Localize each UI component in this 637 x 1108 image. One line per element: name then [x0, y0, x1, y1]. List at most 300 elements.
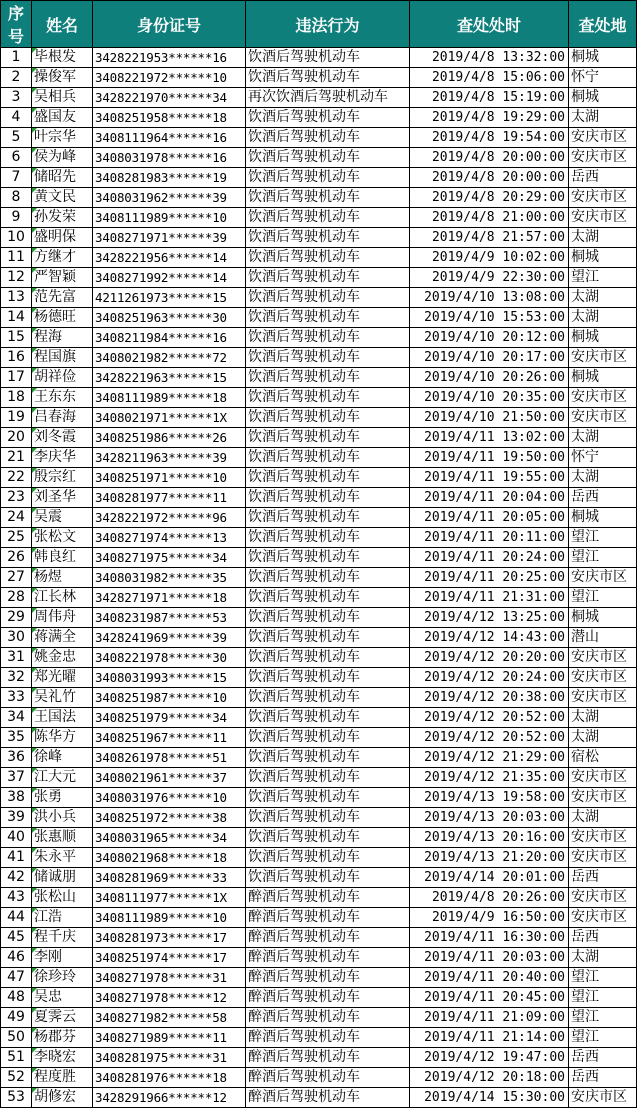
table-row [1, 968, 637, 988]
cell-location: 望江 [569, 988, 637, 1008]
cell-location: 安庆市区 [569, 788, 637, 808]
cell-location: 桐城 [569, 608, 637, 628]
cell-violation: 饮酒后驾驶机动车 [246, 768, 410, 788]
cell-id-number: 3408251986******26 [93, 428, 246, 448]
table-row [1, 408, 637, 428]
cell-id-number: 3408031976******10 [93, 788, 246, 808]
cell-seq: 5 [1, 128, 32, 148]
cell-time: 2019/4/8 15:19:00 [410, 88, 569, 108]
cell-id-number: 3428221956******14 [93, 248, 246, 268]
header-seq: 序号 [1, 1, 32, 48]
cell-location: 太湖 [569, 108, 637, 128]
table-row [1, 548, 637, 568]
table-row [1, 588, 637, 608]
cell-location: 望江 [569, 588, 637, 608]
cell-location: 桐城 [569, 248, 637, 268]
cell-name: 吴忠 [32, 988, 93, 1008]
cell-id-number: 3428221953******16 [93, 48, 246, 68]
table-row [1, 668, 637, 688]
cell-violation: 饮酒后驾驶机动车 [246, 828, 410, 848]
cell-violation: 饮酒后驾驶机动车 [246, 488, 410, 508]
cell-id-number: 3408271978******12 [93, 988, 246, 1008]
cell-location: 望江 [569, 968, 637, 988]
table-row [1, 928, 637, 948]
cell-time: 2019/4/9 22:30:00 [410, 268, 569, 288]
cell-violation: 饮酒后驾驶机动车 [246, 588, 410, 608]
table-row [1, 208, 637, 228]
cell-name: 胡祥俭 [32, 368, 93, 388]
cell-name: 吴礼竹 [32, 688, 93, 708]
cell-name: 吕春海 [32, 408, 93, 428]
table-row [1, 468, 637, 488]
cell-id-number: 4211261973******15 [93, 288, 246, 308]
cell-id-number: 3428291966******12 [93, 1088, 246, 1108]
cell-id-number: 3408111989******10 [93, 908, 246, 928]
cell-id-number: 3408211984******16 [93, 328, 246, 348]
cell-name: 吴震 [32, 508, 93, 528]
cell-seq: 32 [1, 668, 32, 688]
cell-seq: 50 [1, 1028, 32, 1048]
cell-location: 岳西 [569, 1048, 637, 1068]
cell-name: 刘圣华 [32, 488, 93, 508]
cell-location: 桐城 [569, 368, 637, 388]
cell-id-number: 3408251974******17 [93, 948, 246, 968]
cell-time: 2019/4/11 16:30:00 [410, 928, 569, 948]
cell-location: 安庆市区 [569, 1088, 637, 1108]
cell-location: 安庆市区 [569, 568, 637, 588]
cell-location: 太湖 [569, 808, 637, 828]
header-time: 查处处时 [410, 1, 569, 48]
cell-violation: 饮酒后驾驶机动车 [246, 268, 410, 288]
cell-violation: 饮酒后驾驶机动车 [246, 48, 410, 68]
cell-violation: 饮酒后驾驶机动车 [246, 648, 410, 668]
cell-name: 李庆华 [32, 448, 93, 468]
cell-location: 安庆市区 [569, 888, 637, 908]
table-row [1, 768, 637, 788]
cell-time: 2019/4/11 20:40:00 [410, 968, 569, 988]
cell-id-number: 3408271974******13 [93, 528, 246, 548]
table-row [1, 1028, 637, 1048]
cell-location: 望江 [569, 528, 637, 548]
cell-name: 郑光曜 [32, 668, 93, 688]
cell-time: 2019/4/10 20:26:00 [410, 368, 569, 388]
cell-seq: 21 [1, 448, 32, 468]
header-violation: 违法行为 [246, 1, 410, 48]
cell-time: 2019/4/12 13:25:00 [410, 608, 569, 628]
cell-seq: 52 [1, 1068, 32, 1088]
cell-id-number: 3408251972******38 [93, 808, 246, 828]
cell-violation: 饮酒后驾驶机动车 [246, 708, 410, 728]
cell-violation: 饮酒后驾驶机动车 [246, 108, 410, 128]
cell-location: 潜山 [569, 628, 637, 648]
cell-time: 2019/4/11 20:25:00 [410, 568, 569, 588]
cell-id-number: 3408031965******34 [93, 828, 246, 848]
header-id-number: 身份证号 [93, 1, 246, 48]
cell-location: 安庆市区 [569, 408, 637, 428]
cell-seq: 13 [1, 288, 32, 308]
cell-seq: 35 [1, 728, 32, 748]
cell-id-number: 3408281977******11 [93, 488, 246, 508]
cell-seq: 36 [1, 748, 32, 768]
cell-id-number: 3408031993******15 [93, 668, 246, 688]
cell-seq: 31 [1, 648, 32, 668]
cell-name: 程国旗 [32, 348, 93, 368]
cell-name: 黄文民 [32, 188, 93, 208]
cell-violation: 饮酒后驾驶机动车 [246, 308, 410, 328]
cell-name: 徐峰 [32, 748, 93, 768]
cell-seq: 25 [1, 528, 32, 548]
cell-location: 怀宁 [569, 448, 637, 468]
cell-name: 周伟舟 [32, 608, 93, 628]
header-name: 姓名 [32, 1, 93, 48]
cell-id-number: 3408281983******19 [93, 168, 246, 188]
table-row [1, 908, 637, 928]
table-row [1, 1008, 637, 1028]
cell-id-number: 3408281973******17 [93, 928, 246, 948]
cell-name: 杨郡芬 [32, 1028, 93, 1048]
cell-id-number: 3408111977******1X [93, 888, 246, 908]
table-row [1, 528, 637, 548]
cell-id-number: 3408251963******30 [93, 308, 246, 328]
cell-location: 安庆市区 [569, 128, 637, 148]
table-row [1, 308, 637, 328]
cell-id-number: 3408021968******18 [93, 848, 246, 868]
cell-time: 2019/4/11 20:11:00 [410, 528, 569, 548]
cell-id-number: 3408231987******53 [93, 608, 246, 628]
cell-location: 桐城 [569, 88, 637, 108]
cell-location: 安庆市区 [569, 208, 637, 228]
table-row [1, 168, 637, 188]
cell-id-number: 3408021971******1X [93, 408, 246, 428]
table-row [1, 608, 637, 628]
cell-name: 殷宗红 [32, 468, 93, 488]
cell-location: 望江 [569, 1008, 637, 1028]
cell-name: 夏霁云 [32, 1008, 93, 1028]
cell-name: 操俊军 [32, 68, 93, 88]
cell-time: 2019/4/9 16:50:00 [410, 908, 569, 928]
cell-seq: 41 [1, 848, 32, 868]
table-header-row [1, 1, 637, 48]
cell-seq: 44 [1, 908, 32, 928]
cell-seq: 24 [1, 508, 32, 528]
cell-id-number: 3408281976******18 [93, 1068, 246, 1088]
cell-seq: 37 [1, 768, 32, 788]
cell-violation: 饮酒后驾驶机动车 [246, 548, 410, 568]
table-row [1, 888, 637, 908]
cell-name: 程千庆 [32, 928, 93, 948]
cell-violation: 醉酒后驾驶机动车 [246, 1008, 410, 1028]
cell-seq: 39 [1, 808, 32, 828]
table-row [1, 648, 637, 668]
cell-name: 杨德旺 [32, 308, 93, 328]
table-row [1, 1068, 637, 1088]
cell-time: 2019/4/12 20:52:00 [410, 708, 569, 728]
cell-name: 储昭先 [32, 168, 93, 188]
cell-location: 安庆市区 [569, 828, 637, 848]
cell-violation: 醉酒后驾驶机动车 [246, 1068, 410, 1088]
cell-time: 2019/4/12 20:18:00 [410, 1068, 569, 1088]
cell-location: 太湖 [569, 708, 637, 728]
cell-id-number: 3408281975******31 [93, 1048, 246, 1068]
cell-violation: 饮酒后驾驶机动车 [246, 408, 410, 428]
cell-time: 2019/4/11 21:09:00 [410, 1008, 569, 1028]
cell-location: 太湖 [569, 228, 637, 248]
cell-time: 2019/4/8 13:32:00 [410, 48, 569, 68]
cell-seq: 15 [1, 328, 32, 348]
cell-seq: 3 [1, 88, 32, 108]
table-row [1, 828, 637, 848]
table-row [1, 428, 637, 448]
cell-violation: 饮酒后驾驶机动车 [246, 528, 410, 548]
cell-violation: 醉酒后驾驶机动车 [246, 988, 410, 1008]
cell-seq: 46 [1, 948, 32, 968]
cell-location: 桐城 [569, 48, 637, 68]
table-row [1, 988, 637, 1008]
cell-location: 桐城 [569, 328, 637, 348]
cell-violation: 醉酒后驾驶机动车 [246, 1028, 410, 1048]
cell-violation: 饮酒后驾驶机动车 [246, 368, 410, 388]
cell-time: 2019/4/12 20:38:00 [410, 688, 569, 708]
cell-name: 严智颖 [32, 268, 93, 288]
table-row [1, 788, 637, 808]
table-row [1, 328, 637, 348]
cell-seq: 38 [1, 788, 32, 808]
cell-time: 2019/4/12 21:29:00 [410, 748, 569, 768]
cell-violation: 饮酒后驾驶机动车 [246, 628, 410, 648]
cell-location: 太湖 [569, 728, 637, 748]
cell-violation: 饮酒后驾驶机动车 [246, 788, 410, 808]
cell-violation: 饮酒后驾驶机动车 [246, 848, 410, 868]
table-row [1, 728, 637, 748]
cell-seq: 42 [1, 868, 32, 888]
cell-seq: 12 [1, 268, 32, 288]
cell-id-number: 3408021982******72 [93, 348, 246, 368]
cell-seq: 26 [1, 548, 32, 568]
cell-violation: 饮酒后驾驶机动车 [246, 288, 410, 308]
cell-violation: 饮酒后驾驶机动车 [246, 328, 410, 348]
cell-id-number: 3408281969******33 [93, 868, 246, 888]
table-row [1, 268, 637, 288]
table-row [1, 48, 637, 68]
cell-id-number: 3408271982******58 [93, 1008, 246, 1028]
cell-time: 2019/4/11 20:04:00 [410, 488, 569, 508]
cell-time: 2019/4/12 20:24:00 [410, 668, 569, 688]
table-row [1, 108, 637, 128]
cell-name: 张松山 [32, 888, 93, 908]
cell-id-number: 3408261978******51 [93, 748, 246, 768]
cell-id-number: 3408031982******35 [93, 568, 246, 588]
cell-location: 岳西 [569, 868, 637, 888]
cell-violation: 醉酒后驾驶机动车 [246, 1048, 410, 1068]
cell-time: 2019/4/8 21:57:00 [410, 228, 569, 248]
cell-id-number: 3408031978******16 [93, 148, 246, 168]
cell-seq: 53 [1, 1088, 32, 1108]
cell-location: 安庆市区 [569, 388, 637, 408]
cell-seq: 48 [1, 988, 32, 1008]
cell-violation: 饮酒后驾驶机动车 [246, 868, 410, 888]
cell-violation: 饮酒后驾驶机动车 [246, 428, 410, 448]
table-row [1, 368, 637, 388]
cell-seq: 22 [1, 468, 32, 488]
table-row [1, 248, 637, 268]
cell-seq: 17 [1, 368, 32, 388]
cell-name: 叶宗华 [32, 128, 93, 148]
cell-violation: 醉酒后驾驶机动车 [246, 1088, 410, 1108]
cell-location: 桐城 [569, 508, 637, 528]
cell-name: 姚金忠 [32, 648, 93, 668]
cell-time: 2019/4/8 20:26:00 [410, 888, 569, 908]
cell-name: 江浩 [32, 908, 93, 928]
cell-seq: 51 [1, 1048, 32, 1068]
cell-seq: 9 [1, 208, 32, 228]
cell-violation: 醉酒后驾驶机动车 [246, 948, 410, 968]
cell-id-number: 3408111989******18 [93, 388, 246, 408]
table-row [1, 388, 637, 408]
table-row [1, 1048, 637, 1068]
cell-violation: 饮酒后驾驶机动车 [246, 748, 410, 768]
cell-violation: 饮酒后驾驶机动车 [246, 208, 410, 228]
cell-violation: 饮酒后驾驶机动车 [246, 188, 410, 208]
cell-location: 安庆市区 [569, 688, 637, 708]
cell-time: 2019/4/13 20:16:00 [410, 828, 569, 848]
cell-location: 怀宁 [569, 68, 637, 88]
table-row [1, 708, 637, 728]
cell-id-number: 3408221972******10 [93, 68, 246, 88]
cell-location: 望江 [569, 268, 637, 288]
cell-seq: 10 [1, 228, 32, 248]
cell-location: 安庆市区 [569, 348, 637, 368]
table-row [1, 488, 637, 508]
cell-name: 盛国友 [32, 108, 93, 128]
cell-id-number: 3428221972******96 [93, 508, 246, 528]
cell-seq: 6 [1, 148, 32, 168]
cell-name: 毕根发 [32, 48, 93, 68]
cell-id-number: 3408221978******30 [93, 648, 246, 668]
cell-seq: 49 [1, 1008, 32, 1028]
cell-time: 2019/4/8 15:06:00 [410, 68, 569, 88]
cell-violation: 醉酒后驾驶机动车 [246, 908, 410, 928]
cell-violation: 饮酒后驾驶机动车 [246, 128, 410, 148]
cell-seq: 30 [1, 628, 32, 648]
cell-seq: 19 [1, 408, 32, 428]
table-row [1, 228, 637, 248]
cell-location: 安庆市区 [569, 908, 637, 928]
cell-time: 2019/4/12 20:52:00 [410, 728, 569, 748]
cell-name: 侯为峰 [32, 148, 93, 168]
table-row [1, 848, 637, 868]
cell-id-number: 3428211963******39 [93, 448, 246, 468]
cell-violation: 饮酒后驾驶机动车 [246, 668, 410, 688]
table-row [1, 748, 637, 768]
cell-id-number: 3428241969******39 [93, 628, 246, 648]
cell-id-number: 3428271971******18 [93, 588, 246, 608]
cell-violation: 饮酒后驾驶机动车 [246, 688, 410, 708]
cell-location: 太湖 [569, 468, 637, 488]
cell-name: 刘冬霞 [32, 428, 93, 448]
cell-time: 2019/4/11 13:02:00 [410, 428, 569, 448]
cell-violation: 再次饮酒后驾驶机动车 [246, 88, 410, 108]
header-location: 查处地 [569, 1, 637, 48]
cell-location: 安庆市区 [569, 648, 637, 668]
cell-violation: 饮酒后驾驶机动车 [246, 68, 410, 88]
cell-name: 江长林 [32, 588, 93, 608]
cell-time: 2019/4/14 20:01:00 [410, 868, 569, 888]
table-row [1, 288, 637, 308]
cell-time: 2019/4/12 21:35:00 [410, 768, 569, 788]
cell-id-number: 3408021961******37 [93, 768, 246, 788]
cell-time: 2019/4/13 19:58:00 [410, 788, 569, 808]
cell-time: 2019/4/10 21:50:00 [410, 408, 569, 428]
cell-time: 2019/4/14 15:30:00 [410, 1088, 569, 1108]
cell-violation: 饮酒后驾驶机动车 [246, 728, 410, 748]
table-row [1, 68, 637, 88]
cell-time: 2019/4/11 20:05:00 [410, 508, 569, 528]
cell-name: 储诚朋 [32, 868, 93, 888]
cell-violation: 醉酒后驾驶机动车 [246, 888, 410, 908]
cell-location: 安庆市区 [569, 768, 637, 788]
cell-name: 王东东 [32, 388, 93, 408]
cell-name: 方继才 [32, 248, 93, 268]
cell-location: 岳西 [569, 168, 637, 188]
table-row [1, 128, 637, 148]
cell-id-number: 3408271992******14 [93, 268, 246, 288]
cell-time: 2019/4/12 20:20:00 [410, 648, 569, 668]
table-row [1, 348, 637, 368]
cell-seq: 11 [1, 248, 32, 268]
cell-seq: 28 [1, 588, 32, 608]
cell-time: 2019/4/10 20:35:00 [410, 388, 569, 408]
cell-location: 岳西 [569, 488, 637, 508]
cell-id-number: 3408111964******16 [93, 128, 246, 148]
cell-time: 2019/4/8 21:00:00 [410, 208, 569, 228]
cell-seq: 45 [1, 928, 32, 948]
cell-seq: 34 [1, 708, 32, 728]
table-row [1, 688, 637, 708]
cell-time: 2019/4/8 19:54:00 [410, 128, 569, 148]
cell-id-number: 3408251971******10 [93, 468, 246, 488]
cell-location: 岳西 [569, 1068, 637, 1088]
table-row [1, 188, 637, 208]
cell-id-number: 3408111989******10 [93, 208, 246, 228]
table-row [1, 628, 637, 648]
cell-time: 2019/4/9 10:02:00 [410, 248, 569, 268]
cell-name: 洪小兵 [32, 808, 93, 828]
cell-location: 安庆市区 [569, 188, 637, 208]
cell-name: 王国法 [32, 708, 93, 728]
cell-seq: 29 [1, 608, 32, 628]
cell-violation: 饮酒后驾驶机动车 [246, 568, 410, 588]
cell-time: 2019/4/10 20:17:00 [410, 348, 569, 368]
cell-seq: 33 [1, 688, 32, 708]
cell-id-number: 3408271978******31 [93, 968, 246, 988]
cell-time: 2019/4/11 21:31:00 [410, 588, 569, 608]
cell-violation: 饮酒后驾驶机动车 [246, 448, 410, 468]
cell-seq: 23 [1, 488, 32, 508]
cell-violation: 饮酒后驾驶机动车 [246, 468, 410, 488]
cell-location: 安庆市区 [569, 848, 637, 868]
cell-violation: 饮酒后驾驶机动车 [246, 148, 410, 168]
cell-time: 2019/4/11 20:45:00 [410, 988, 569, 1008]
cell-violation: 饮酒后驾驶机动车 [246, 248, 410, 268]
cell-location: 安庆市区 [569, 668, 637, 688]
cell-seq: 14 [1, 308, 32, 328]
cell-name: 朱永平 [32, 848, 93, 868]
table-row [1, 868, 637, 888]
cell-name: 李晓宏 [32, 1048, 93, 1068]
cell-time: 2019/4/11 20:03:00 [410, 948, 569, 968]
cell-name: 盛明保 [32, 228, 93, 248]
cell-name: 程度胜 [32, 1068, 93, 1088]
